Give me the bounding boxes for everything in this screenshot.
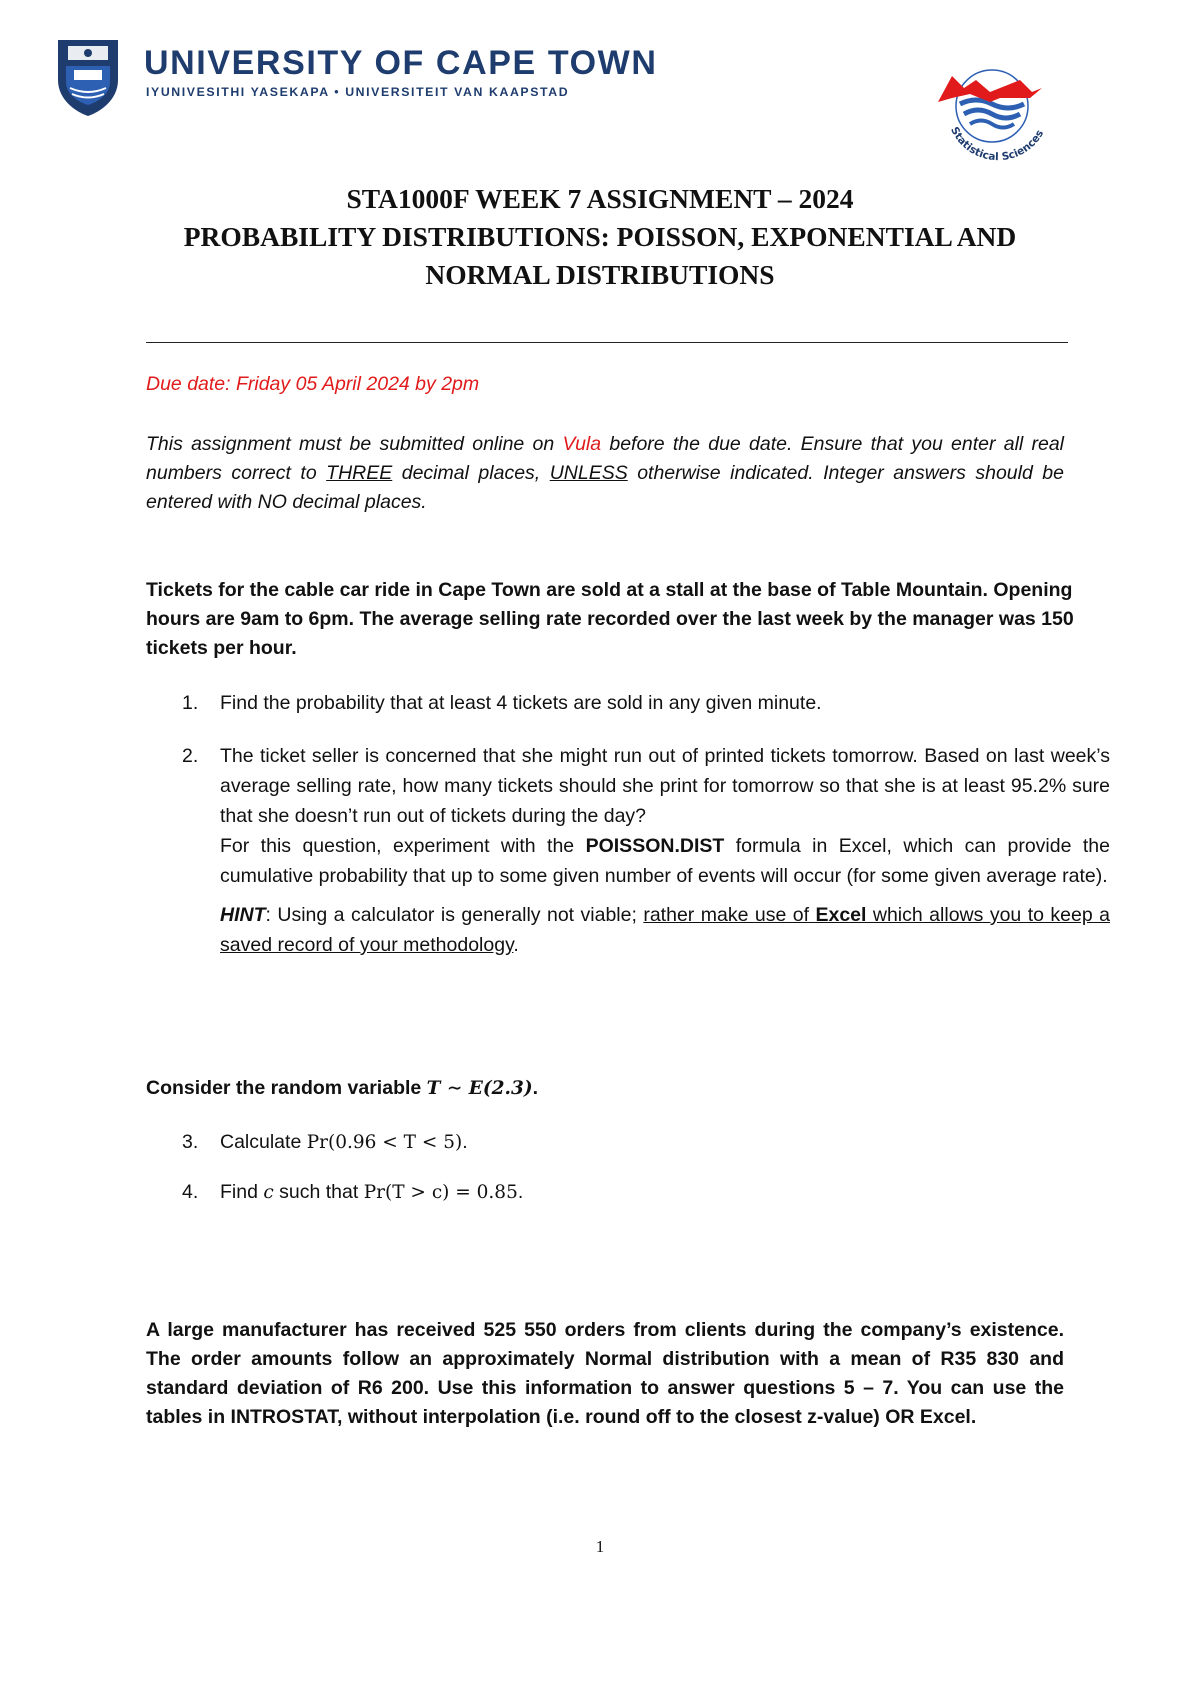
title-line-1: STA1000F WEEK 7 ASSIGNMENT – 2024 [346,183,854,214]
question-1 [182,688,1110,718]
question-4: 4. Find c such that Pr(T > c) = 0.85. [182,1177,1110,1208]
random-variable-math: T ∼ E(2.3) [426,1078,533,1099]
question-2-number: 2. [182,745,199,767]
vula-link: Vula [562,433,602,455]
university-name: UNIVERSITY OF CAPE TOWN [144,44,658,82]
question-1-number: 1. [182,692,199,714]
section2-intro: Consider the random variable T ∼ E(2.3). [146,1077,539,1099]
instructions: This assignment must be submitted online on Vula before the due date. Ensure that you enter all real numbers correct to THREE decimal places, UNLESS otherwise indicated. Integer answers should be entered with NO decimal places. [146,433,1064,513]
question-3: 3. Calculate Pr(0.96 < T < 5). [182,1127,1110,1158]
university-subtitle: IYUNIVESITHI YASEKAPA • UNIVERSITEIT VAN KAAPSTAD [146,85,570,99]
title-divider [146,342,1068,343]
poisson-dist-formula: POISSON.DIST [585,835,725,857]
question-1-text: Find the probability that at least 4 tickets are sold in any given minute. [220,692,822,714]
question-2 [182,741,1110,960]
title-line-3: NORMAL DISTRIBUTIONS [425,259,775,290]
hint-label: HINT [220,904,266,926]
question-2-excel-note: For this question, experiment with the POISSON.DIST formula in Excel, which can provide the cumulative probability that up to some given number of events will occur (for some given average rate). [220,835,1110,887]
question-4-number: 4. [182,1181,199,1203]
question-2-text: The ticket seller is concerned that she might run out of printed tickets tomorrow. Based on last week’s average selling rate, how many tickets should she print for tomorrow so that she is at least 95.2% sure that she doesn’t run out of tickets during the day? [220,745,1110,827]
statistical-sciences-logo [930,58,1060,173]
section1-intro: Tickets for the cable car ride in Cape Town are sold at a stall at the base of Table Mountain. Opening hours are 9am to 6pm. The average selling rate recorded over the last week by the manager was 150 tickets per hour. [146,579,1074,659]
title-line-2: PROBABILITY DISTRIBUTIONS: POISSON, EXPONENTIAL AND [183,221,1017,252]
three-emphasis: THREE [326,462,393,484]
hint: HINT: Using a calculator is generally not viable; rather make use of Excel which allows you to keep a saved record of your methodology. [220,904,1110,956]
question-3-math: Pr(0.96 < T < 5) [306,1132,463,1153]
document-title [140,180,1060,294]
section3-intro: A large manufacturer has received 525 550 orders from clients during the company’s existence. The order amounts follow an approximately Normal distribution with a mean of R35 830 and standard deviation of R6 200. Use this information to answer questions 5 – 7. You can use the tables in INTROSTAT, without interpolation (i.e. round off to the closest z-value) OR Excel. [146,1319,1064,1428]
stats-logo-text: Statistical Sciences [948,125,1047,164]
uct-crest-logo [54,36,122,123]
question-4-math: Pr(T > c) = 0.85 [363,1182,518,1203]
due-date: Due date: Friday 05 April 2024 by 2pm [146,373,480,395]
question-4-variable: c [263,1182,274,1203]
unless-emphasis: UNLESS [549,462,628,484]
question-3-number: 3. [182,1131,199,1153]
page-number: 1 [595,1537,605,1556]
